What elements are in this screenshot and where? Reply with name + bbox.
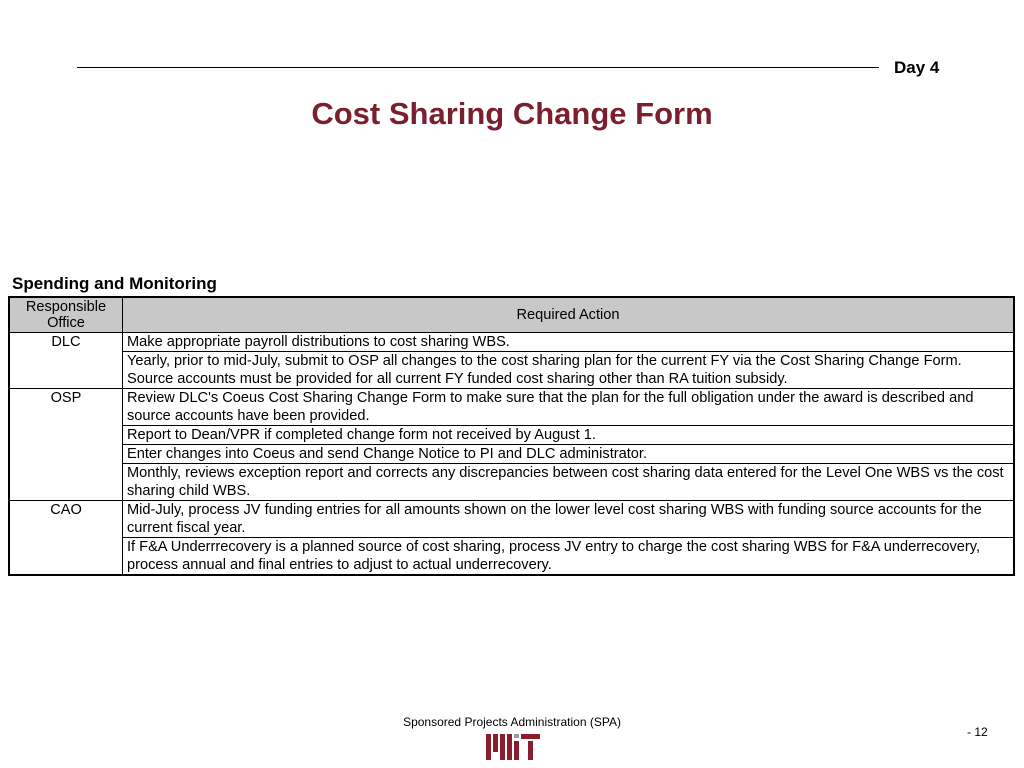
table-row xyxy=(9,445,1014,464)
table-row xyxy=(9,333,1014,352)
action-cell: If F&A Underrrecovery is a planned source of cost sharing, process JV entry to charge the cost sharing WBS for F&A underrecovery, process annual and final entries to adjust to actual underrecovery. xyxy=(123,538,1015,576)
footer-org: Sponsored Projects Administration (SPA) xyxy=(403,715,621,729)
action-cell: Mid-July, process JV funding entries for all amounts shown on the lower level cost sharing WBS with funding source accounts for the current fiscal year. xyxy=(123,501,1015,538)
action-cell: Monthly, reviews exception report and corrects any discrepancies between cost sharing data entered for the Level One WBS vs the cost sharing child WBS. xyxy=(123,464,1015,501)
mit-logo xyxy=(486,734,544,760)
spending-monitoring-table xyxy=(8,296,1015,576)
column-header-action: Required Action xyxy=(123,297,1015,333)
action-cell: Report to Dean/VPR if completed change form not received by August 1. xyxy=(123,426,1015,445)
table-row xyxy=(9,538,1014,576)
action-cell: Yearly, prior to mid-July, submit to OSP all changes to the cost sharing plan for the current FY via the Cost Sharing Change Form. Source accounts must be provided for all current FY funded cost sharing other than RA tuition subsidy. xyxy=(123,352,1015,389)
table-header-row xyxy=(9,297,1014,333)
action-cell: Make appropriate payroll distributions to cost sharing WBS. xyxy=(123,333,1015,352)
slide-title: Cost Sharing Change Form xyxy=(311,96,713,131)
office-cell: DLC xyxy=(9,333,123,389)
action-cell: Review DLC's Coeus Cost Sharing Change Form to make sure that the plan for the full obligation under the award is described and source accounts have been provided. xyxy=(123,389,1015,426)
action-cell: Enter changes into Coeus and send Change Notice to PI and DLC administrator. xyxy=(123,445,1015,464)
page-number: - 12 xyxy=(967,725,988,739)
header-rule xyxy=(77,67,879,68)
table-row xyxy=(9,426,1014,445)
office-cell: CAO xyxy=(9,501,123,576)
office-cell: OSP xyxy=(9,389,123,501)
table-row xyxy=(9,352,1014,389)
table-row xyxy=(9,464,1014,501)
section-heading: Spending and Monitoring xyxy=(12,274,217,293)
column-header-office: Responsible Office xyxy=(9,297,123,333)
day-label: Day 4 xyxy=(894,58,940,77)
table-row xyxy=(9,501,1014,538)
table-row xyxy=(9,389,1014,426)
